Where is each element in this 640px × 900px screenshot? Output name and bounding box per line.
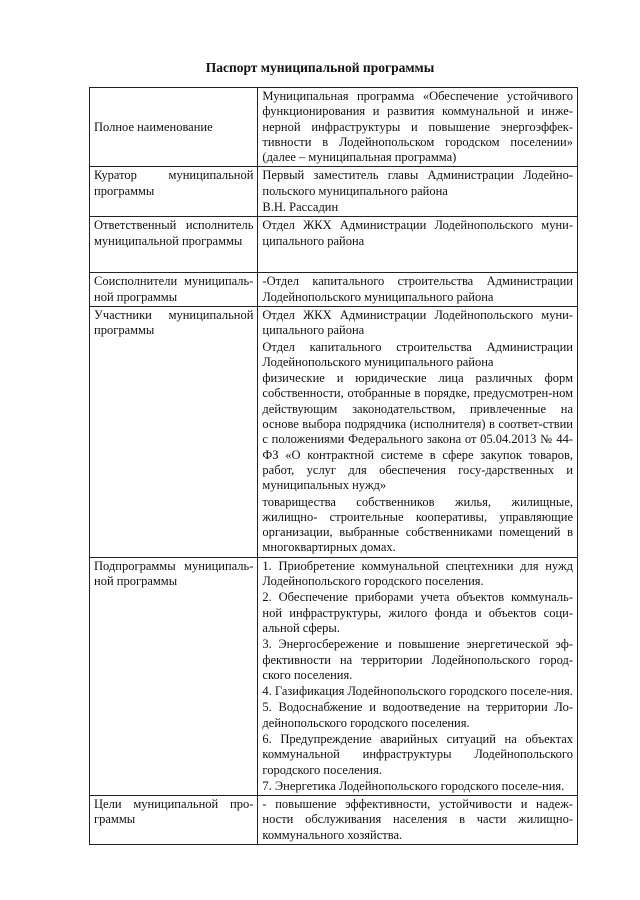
value-paragraph: - повышение эффективности, устойчивости и надеж-ности обслуживания населения в части жилищно-коммунального хозяйства. [262, 797, 573, 842]
row-label: Подпрограммы муниципаль-ной программы [90, 557, 258, 795]
value-paragraph: 3. Энергосбережение и повышение энергетической эф-фективности на территории Лодейнопольского город-ского поселения. [262, 637, 573, 682]
row-label: Цели муниципальной про-граммы [90, 796, 258, 845]
value-paragraph: Первый заместитель главы Администрации Лодейно-польского муниципального района [262, 168, 573, 198]
table-row-participants [90, 306, 578, 557]
value-paragraph: Отдел капитального строительства Администрации Лодейнопольского муниципального района [262, 339, 573, 369]
row-value [258, 273, 578, 307]
table-row-subprograms [90, 557, 578, 795]
row-label: Участники муниципальной программы [90, 306, 258, 557]
value-paragraph: 2. Обеспечение приборами учета объектов коммуналь-ной инфраструктуры, жилого фонда и объектов соци-альной сферы. [262, 590, 573, 635]
row-label: Полное наименование [90, 88, 258, 167]
page-title: Паспорт муниципальной программы [205, 60, 435, 75]
row-label: Соисполнители муниципаль-ной программы [90, 273, 258, 307]
row-value [258, 167, 578, 217]
value-paragraph: 5. Водоснабжение и водоотведение на территории Ло-дейнопольского городского поселения. [262, 700, 573, 730]
row-value [258, 557, 578, 795]
value-paragraph: Отдел ЖКХ Администрации Лодейнопольского муни-ципального района [262, 218, 573, 248]
row-label: Ответственный исполнитель муниципальной программы [90, 217, 258, 273]
table-row-goals [90, 796, 578, 845]
value-paragraph: 7. Энергетика Лодейнопольского городского поселе-ния. [262, 778, 565, 793]
value-paragraph: Отдел ЖКХ Администрации Лодейнопольского муни-ципального района [262, 307, 573, 338]
value-paragraph: Муниципальная программа «Обеспечение устойчивого функционирования и развития коммунальной и инже-нерной инфраструктуры и повышение энергоэффек-тивности в Лодейнопольском городском поселении» (далее – муниципальная программа) [262, 89, 573, 165]
row-value [258, 217, 578, 273]
table-row-full-name [90, 88, 578, 167]
passport-table [89, 87, 578, 845]
value-paragraph: -Отдел капитального строительства Администрации Лодейнопольского муниципального района [262, 274, 573, 304]
row-value [258, 306, 578, 557]
value-paragraph: 4. Газификация Лодейнопольского городского поселе-ния. [262, 684, 573, 699]
table-row-curator [90, 167, 578, 217]
row-value [258, 88, 578, 167]
row-label: Куратор муниципальной программы [90, 167, 258, 217]
value-paragraph: 6. Предупреждение аварийных ситуаций на объектах коммунальной инфраструктуры Лодейнопольского городского поселения. [262, 731, 573, 777]
value-paragraph: товарищества собственников жилья, жилищные, жилищно- строительные кооперативы, управляющие организации, выбранные собственниками помещений в многоквартирных домах. [262, 494, 573, 555]
value-paragraph: 1. Приобретение коммунальной спецтехники для нужд Лодейнопольского городского поселения. [262, 558, 573, 589]
row-value [258, 796, 578, 845]
table-row-responsible [90, 217, 578, 273]
value-paragraph: В.Н. Рассадин [262, 200, 339, 215]
table-row-co-executors [90, 273, 578, 307]
value-paragraph: физические и юридические лица различных форм собственности, отобранные в порядке, предусмотрен-ном действующим законодательством, привлеченные на основе выбора подрядчика (исполнителя) в соответ-ствии с положениями Федерального закона от 05.04.2013 № 44-ФЗ «О контрактной системе в сфере закупок товаров, работ, услуг для обеспечения госу-дарственных и муниципальных нужд» [262, 371, 573, 493]
